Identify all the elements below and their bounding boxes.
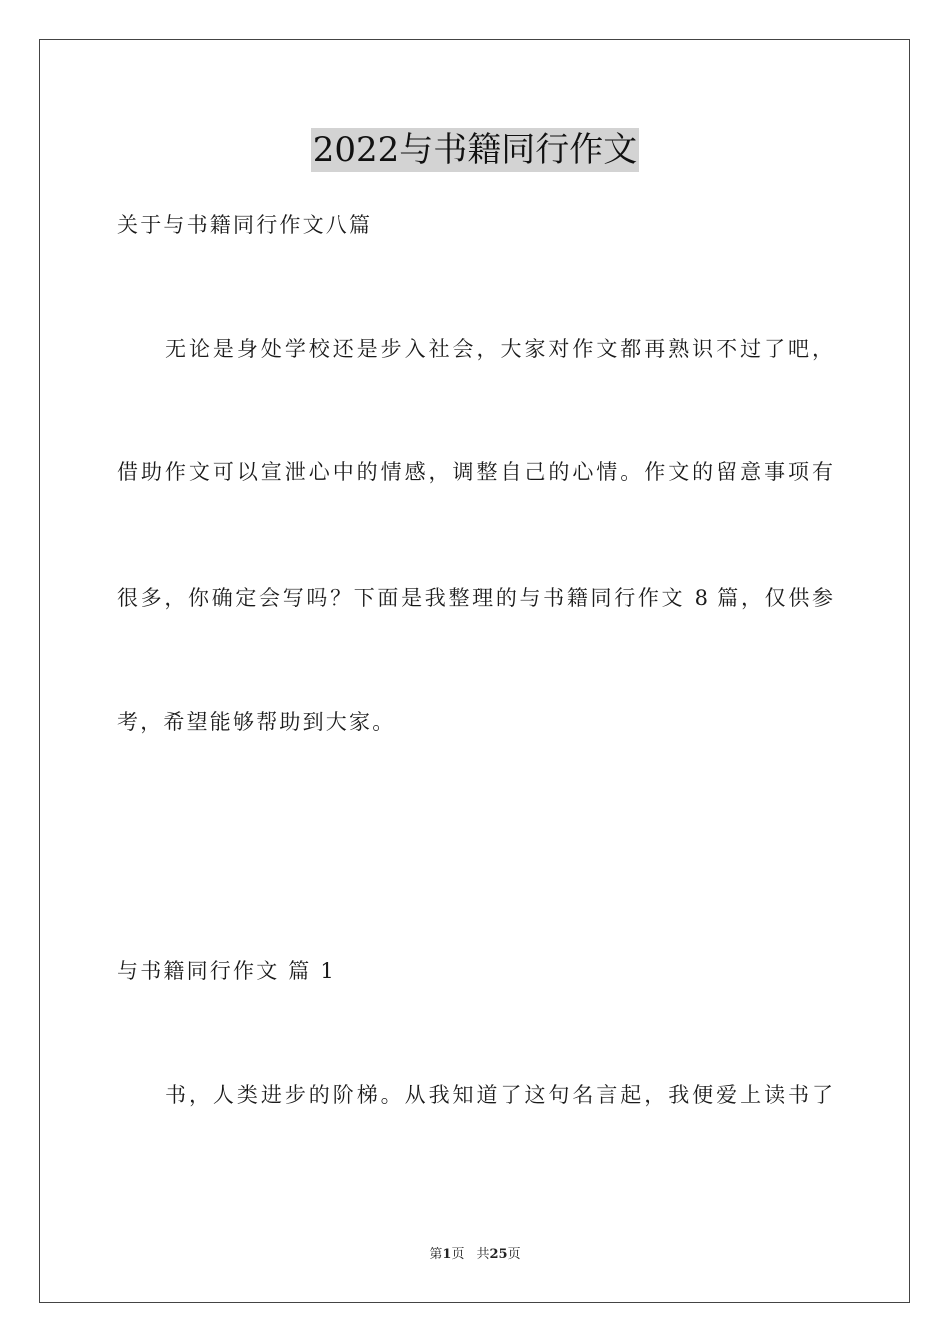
document-subtitle: 关于与书籍同行作文八篇 (117, 213, 373, 237)
document-title: 2022与书籍同行作文 (312, 130, 638, 170)
footer-total-pages: 25 (489, 1247, 508, 1262)
section-body-line-1: 书，人类进步的阶梯。从我知道了这句名言起，我便爱上读书了 (165, 1083, 833, 1107)
intro-line-4: 考，希望能够帮助到大家。 (117, 710, 396, 734)
intro-line-3: 很多，你确定会写吗？下面是我整理的与书籍同行作文 8 篇，仅供参 (117, 586, 833, 610)
footer-page-suffix: 页 (451, 1247, 465, 1262)
intro-line-2: 借助作文可以宣泄心中的情感，调整自己的心情。作文的留意事项有 (117, 460, 833, 484)
intro-line-1: 无论是身处学校还是步入社会，大家对作文都再熟识不过了吧， (165, 337, 833, 361)
title-container (0, 128, 950, 172)
footer-total-suffix: 页 (507, 1247, 521, 1262)
footer-total-prefix: 共 (476, 1247, 490, 1262)
section-heading: 与书籍同行作文 篇 1 (117, 959, 336, 983)
page-footer (0, 1246, 950, 1264)
footer-page-number: 1 (442, 1247, 452, 1262)
footer-page-prefix: 第 (429, 1247, 443, 1262)
